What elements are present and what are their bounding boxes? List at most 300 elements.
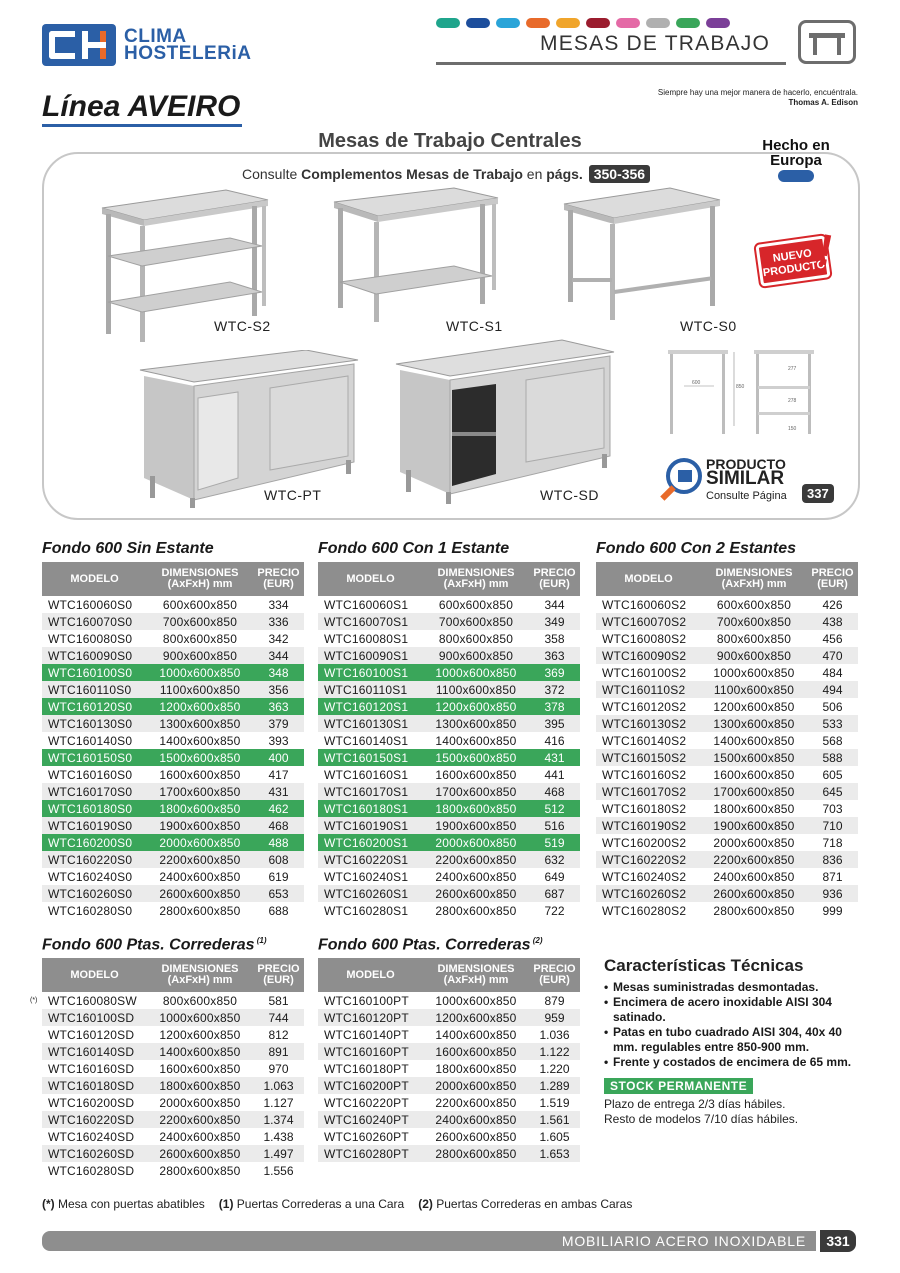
cell-precio: 1.036: [539, 1027, 570, 1042]
cell-dimensiones: 1100x600x850: [159, 682, 241, 697]
table-row: [318, 732, 580, 749]
row-footnote-marker: (*): [30, 997, 38, 1004]
section-title: MESAS DE TRABAJO: [540, 32, 771, 55]
cell-modelo: WTC160140S1: [324, 733, 409, 748]
cell-dimensiones: 1000x600x850: [159, 1010, 241, 1025]
table-row: [596, 715, 858, 732]
cell-modelo: WTC160170S0: [48, 784, 133, 799]
cell-modelo: WTC160160SD: [48, 1061, 135, 1076]
cell-dimensiones: 1700x600x850: [159, 784, 241, 799]
cell-precio: 378: [544, 699, 565, 714]
cell-precio: 358: [544, 631, 565, 646]
col-precio: PRECIO (EUR): [533, 963, 576, 986]
cell-modelo: WTC160220SD: [48, 1112, 135, 1127]
cell-precio: 718: [822, 835, 843, 850]
table-row: [42, 1128, 304, 1145]
table-title: Fondo 600 Sin Estante: [42, 540, 214, 557]
col-precio: PRECIO (EUR): [533, 567, 576, 590]
cell-dimensiones: 1300x600x850: [435, 716, 517, 731]
cell-dimensiones: 2000x600x850: [435, 835, 517, 850]
cell-dimensiones: 1900x600x850: [159, 818, 241, 833]
made-in-europe-badge: [760, 138, 832, 194]
cell-modelo: WTC160280SD: [48, 1163, 135, 1178]
table-row: [42, 698, 304, 715]
cell-dimensiones: 1600x600x850: [435, 1044, 517, 1059]
spec-item: • Mesas suministradas desmontadas.: [604, 980, 860, 995]
similar-product-link[interactable]: [666, 456, 836, 508]
cell-precio: 379: [268, 716, 289, 731]
table-row: [42, 868, 304, 885]
cell-dimensiones: 2400x600x850: [159, 869, 241, 884]
cell-modelo: WTC160160PT: [324, 1044, 409, 1059]
cell-dimensiones: 800x600x850: [438, 631, 514, 646]
cell-modelo: WTC160180S0: [48, 801, 133, 816]
cell-modelo: WTC160130S1: [324, 716, 409, 731]
cell-dimensiones: 800x600x850: [162, 631, 238, 646]
cell-modelo: WTC160240PT: [324, 1112, 409, 1127]
cell-precio: 632: [544, 852, 565, 867]
cell-precio: 605: [822, 767, 843, 782]
table-row: [596, 596, 858, 613]
table-row: [318, 868, 580, 885]
cell-modelo: WTC160180S1: [324, 801, 409, 816]
cell-dimensiones: 700x600x850: [438, 614, 514, 629]
cell-precio: 936: [822, 886, 843, 901]
cell-modelo: WTC160200S1: [324, 835, 409, 850]
cell-precio: 372: [544, 682, 565, 697]
cell-modelo: WTC160120S1: [324, 699, 409, 714]
cell-dimensiones: 2000x600x850: [435, 1078, 517, 1093]
table-row: [596, 800, 858, 817]
col-dimensiones: DIMENSIONES (AxFxH) mm: [715, 567, 793, 590]
cell-dimensiones: 1400x600x850: [713, 733, 795, 748]
table-title: Fondo 600 Ptas. Correderas $^{(2)}$: [318, 936, 543, 954]
cell-dimensiones: 1700x600x850: [713, 784, 795, 799]
cell-dimensiones: 2800x600x850: [435, 903, 517, 918]
cell-modelo: WTC160150S1: [324, 750, 409, 765]
table-header: [596, 562, 858, 596]
table-row: [596, 613, 858, 630]
table-row: [596, 732, 858, 749]
cell-modelo: WTC160110S1: [324, 682, 408, 697]
table-row: [42, 1094, 304, 1111]
cell-modelo: WTC160140S0: [48, 733, 133, 748]
cell-precio: 484: [822, 665, 843, 680]
table-header: [42, 562, 304, 596]
cell-precio: 744: [268, 1010, 289, 1025]
cell-modelo: WTC160060S0: [48, 597, 133, 612]
cell-modelo: WTC160240S1: [324, 869, 409, 884]
table-row: [596, 698, 858, 715]
cell-dimensiones: 1600x600x850: [435, 767, 517, 782]
footnote-1: (*) Mesa con puertas abatibles: [42, 1197, 205, 1211]
similar-page-badge: 337: [802, 484, 834, 503]
cell-dimensiones: 2400x600x850: [159, 1129, 241, 1144]
col-dimensiones: DIMENSIONES (AxFxH) mm: [437, 963, 515, 986]
cell-precio: 438: [822, 614, 843, 629]
cell-precio: 1.122: [539, 1044, 570, 1059]
cell-dimensiones: 1800x600x850: [159, 801, 241, 816]
cell-dimensiones: 800x600x850: [162, 993, 238, 1008]
cell-dimensiones: 1600x600x850: [159, 767, 241, 782]
page-title: Mesas de Trabajo Centrales: [318, 130, 582, 152]
table-row: [42, 851, 304, 868]
cell-dimensiones: 1200x600x850: [713, 699, 795, 714]
cell-dimensiones: 1800x600x850: [435, 801, 517, 816]
cell-modelo: WTC160070S0: [48, 614, 133, 629]
table-row: [318, 715, 580, 732]
table-row: [596, 902, 858, 919]
dim-text-1: 277: [788, 366, 797, 372]
table-row: [318, 1043, 580, 1060]
table-row: [42, 885, 304, 902]
cell-modelo: WTC160090S2: [602, 648, 687, 663]
cell-precio: 710: [822, 818, 843, 833]
table-row: [318, 800, 580, 817]
table-row: [42, 1043, 304, 1060]
col-dimensiones: DIMENSIONES (AxFxH) mm: [161, 567, 239, 590]
cell-modelo: WTC160280PT: [324, 1146, 409, 1161]
cell-modelo: WTC160240S0: [48, 869, 133, 884]
section-underline: [436, 62, 786, 65]
table-row: [318, 613, 580, 630]
category-color-chip: [526, 18, 550, 28]
cell-dimensiones: 2200x600x850: [159, 1112, 241, 1127]
table-row: [42, 800, 304, 817]
cell-dimensiones: 1000x600x850: [435, 665, 517, 680]
technical-specs: [604, 956, 860, 1127]
table-row: [42, 1026, 304, 1043]
quote-author: Thomas A. Edison: [788, 98, 858, 107]
price-table-correderas-1: [30, 936, 304, 1179]
cell-dimensiones: 1800x600x850: [159, 1078, 241, 1093]
table-row: [42, 1162, 304, 1179]
cell-dimensiones: 1200x600x850: [159, 699, 241, 714]
cell-dimensiones: 1600x600x850: [159, 1061, 241, 1076]
cell-precio: 1.561: [539, 1112, 570, 1127]
price-table-correderas-2: [318, 936, 580, 1162]
cell-precio: 688: [268, 903, 289, 918]
dim-text-width: 600: [692, 380, 701, 386]
cell-precio: 1.220: [539, 1061, 570, 1076]
cell-modelo: WTC160060S1: [324, 597, 409, 612]
table-row: [318, 766, 580, 783]
cell-modelo: WTC160150S2: [602, 750, 687, 765]
cell-modelo: WTC160200S2: [602, 835, 687, 850]
table-header: [42, 958, 304, 992]
col-modelo: MODELO: [346, 572, 395, 585]
cell-precio: 703: [822, 801, 843, 816]
footnote-3: (2) Puertas Correderas en ambas Caras: [418, 1197, 633, 1211]
cell-dimensiones: 1200x600x850: [435, 699, 517, 714]
model-label-pt: WTC-PT: [264, 487, 322, 503]
table-row: [42, 630, 304, 647]
cell-precio: 417: [268, 767, 289, 782]
cell-dimensiones: 1200x600x850: [159, 1027, 241, 1042]
cell-dimensiones: 1900x600x850: [713, 818, 795, 833]
cell-precio: 470: [822, 648, 843, 663]
cell-modelo: WTC160160S0: [48, 767, 133, 782]
table-row: [318, 834, 580, 851]
cell-modelo: WTC160180SD: [48, 1078, 135, 1093]
brand-logo: [42, 22, 270, 68]
table-image-sd: [392, 338, 618, 508]
cell-dimensiones: 1800x600x850: [435, 1061, 517, 1076]
table-row: [596, 817, 858, 834]
cell-modelo: WTC160200SD: [48, 1095, 135, 1110]
eu-flag-icon: [778, 170, 814, 182]
cell-precio: 812: [268, 1027, 289, 1042]
cell-precio: 363: [544, 648, 565, 663]
cell-dimensiones: 1500x600x850: [159, 750, 241, 765]
cell-modelo: WTC160180PT: [324, 1061, 409, 1076]
brand-line1: CLIMA: [124, 26, 187, 47]
table-row: [318, 885, 580, 902]
cell-precio: 645: [822, 784, 843, 799]
cell-dimensiones: 700x600x850: [162, 614, 238, 629]
table-title: Fondo 600 Ptas. Correderas $^{(1)}$: [42, 936, 267, 954]
cell-modelo: WTC160110S0: [48, 682, 132, 697]
cell-dimensiones: 1800x600x850: [713, 801, 795, 816]
cell-dimensiones: 1000x600x850: [435, 993, 517, 1008]
spec-item: • Frente y costados de encimera de 65 mm.: [604, 1055, 860, 1070]
cell-modelo: WTC160150S0: [48, 750, 133, 765]
cell-dimensiones: 1600x600x850: [713, 767, 795, 782]
stock-badge: STOCK PERMANENTE: [604, 1078, 753, 1094]
cell-dimensiones: 600x600x850: [162, 597, 238, 612]
similar-line1: PRODUCTO: [706, 456, 786, 472]
work-table-icon: [798, 20, 856, 64]
cell-modelo: WTC160220PT: [324, 1095, 409, 1110]
cell-dimensiones: 1100x600x850: [713, 682, 795, 697]
table-row: [318, 817, 580, 834]
cell-modelo: WTC160260PT: [324, 1129, 409, 1144]
table-row: [318, 783, 580, 800]
cell-dimensiones: 800x600x850: [716, 631, 792, 646]
cell-modelo: WTC160130S2: [602, 716, 687, 731]
table-row: [596, 749, 858, 766]
cell-precio: 441: [544, 767, 565, 782]
table-row: [42, 766, 304, 783]
cell-precio: 1.127: [263, 1095, 294, 1110]
delivery-line1: Plazo de entrega 2/3 días hábiles.: [604, 1097, 786, 1111]
cell-precio: 494: [822, 682, 843, 697]
cell-dimensiones: 1700x600x850: [435, 784, 517, 799]
spec-item: • Patas en tubo cuadrado AISI 304, 40x 40 mm. regulables entre 850-900 mm.: [604, 1025, 860, 1055]
cell-precio: 1.497: [263, 1146, 294, 1161]
complements-note: [242, 165, 650, 183]
cell-dimensiones: 2800x600x850: [713, 903, 795, 918]
cell-precio: 393: [268, 733, 289, 748]
cell-modelo: WTC160100SD: [48, 1010, 135, 1025]
cell-dimensiones: 2800x600x850: [159, 1163, 241, 1178]
cell-dimensiones: 2200x600x850: [713, 852, 795, 867]
cell-dimensiones: 1200x600x850: [435, 1010, 517, 1025]
cell-dimensiones: 1400x600x850: [435, 733, 517, 748]
table-row: [596, 766, 858, 783]
cell-dimensiones: 1000x600x850: [159, 665, 241, 680]
brand-mark-icon: [42, 24, 116, 66]
cell-precio: 395: [544, 716, 565, 731]
table-row: [30, 992, 304, 1009]
table-row: [318, 749, 580, 766]
cell-modelo: WTC160190S1: [324, 818, 409, 833]
table-row: [318, 902, 580, 919]
model-label-s1: WTC-S1: [446, 318, 503, 334]
col-precio: PRECIO (EUR): [257, 963, 300, 986]
cell-modelo: WTC160170S1: [324, 784, 409, 799]
cell-dimensiones: 1400x600x850: [435, 1027, 517, 1042]
cell-modelo: WTC160260S2: [602, 886, 687, 901]
table-row: [318, 1077, 580, 1094]
similar-line2: SIMILAR: [706, 468, 785, 489]
table-row: [42, 647, 304, 664]
cell-modelo: WTC160080S2: [602, 631, 687, 646]
cell-modelo: WTC160160S1: [324, 767, 409, 782]
cell-modelo: WTC160140PT: [324, 1027, 409, 1042]
table-row: [42, 783, 304, 800]
cell-modelo: WTC160280S2: [602, 903, 687, 918]
cell-dimensiones: 2200x600x850: [435, 1095, 517, 1110]
cell-dimensiones: 900x600x850: [162, 648, 238, 663]
cell-modelo: WTC160190S0: [48, 818, 133, 833]
cell-modelo: WTC160160S2: [602, 767, 687, 782]
category-color-chip: [436, 18, 460, 28]
cell-precio: 1.289: [539, 1078, 570, 1093]
cell-precio: 568: [822, 733, 843, 748]
col-modelo: MODELO: [70, 968, 119, 981]
table-image-s1: [330, 186, 510, 326]
cell-dimensiones: 900x600x850: [716, 648, 792, 663]
cell-precio: 468: [268, 818, 289, 833]
cell-modelo: WTC160100S2: [602, 665, 687, 680]
cell-precio: 1.438: [263, 1129, 294, 1144]
model-label-s0: WTC-S0: [680, 318, 737, 334]
category-color-chip: [646, 18, 670, 28]
cell-dimensiones: 2600x600x850: [159, 1146, 241, 1161]
quote-text: Siempre hay una mejor manera de hacerlo, encuéntrala.: [657, 88, 858, 97]
table-row: [42, 613, 304, 630]
cell-modelo: WTC160070S1: [324, 614, 409, 629]
similar-line3: Consulte Página: [706, 490, 787, 502]
table-row: [318, 992, 580, 1009]
table-row: [596, 681, 858, 698]
cell-precio: 1.556: [263, 1163, 294, 1178]
model-label-sd: WTC-SD: [540, 487, 599, 503]
cell-dimensiones: 2800x600x850: [159, 903, 241, 918]
cell-modelo: WTC160220S1: [324, 852, 409, 867]
cell-dimensiones: 1400x600x850: [159, 1044, 241, 1059]
cell-precio: 431: [544, 750, 565, 765]
consult-pre: Consulte: [242, 166, 298, 182]
table-row: [318, 1111, 580, 1128]
table-row: [318, 1094, 580, 1111]
cell-dimensiones: 1500x600x850: [435, 750, 517, 765]
col-precio: PRECIO (EUR): [257, 567, 300, 590]
cell-precio: 891: [268, 1044, 289, 1059]
cell-precio: 1.653: [539, 1146, 570, 1161]
cell-precio: 400: [268, 750, 289, 765]
table-row: [318, 698, 580, 715]
cell-precio: 999: [822, 903, 843, 918]
cell-dimensiones: 2000x600x850: [159, 1095, 241, 1110]
cell-precio: 369: [544, 665, 565, 680]
model-label-s2: WTC-S2: [214, 318, 271, 334]
col-modelo: MODELO: [346, 968, 395, 981]
table-row: [318, 1145, 580, 1162]
table-row: [42, 596, 304, 613]
table-row: [42, 1009, 304, 1026]
cell-modelo: WTC160080S1: [324, 631, 409, 646]
category-color-chip: [676, 18, 700, 28]
spec-item: • Encimera de acero inoxidable AISI 304 satinado.: [604, 995, 860, 1025]
footnotes: [42, 1197, 632, 1211]
cell-precio: 722: [544, 903, 565, 918]
cell-modelo: WTC160240SD: [48, 1129, 135, 1144]
table-row: [318, 1026, 580, 1043]
category-color-chip: [496, 18, 520, 28]
cell-precio: 512: [544, 801, 565, 816]
table-row: [596, 868, 858, 885]
consult-pags: págs.: [546, 166, 583, 182]
category-color-bar: [436, 18, 730, 28]
cell-precio: 506: [822, 699, 843, 714]
cell-modelo: WTC160090S1: [324, 648, 409, 663]
line-title-underline: [42, 124, 242, 127]
table-row: [42, 749, 304, 766]
cell-precio: 1.519: [539, 1095, 570, 1110]
table-row: [42, 664, 304, 681]
cell-modelo: WTC160260S0: [48, 886, 133, 901]
consult-bold: Complementos Mesas de Trabajo: [301, 166, 523, 182]
dim-text-3: 150: [788, 426, 797, 432]
table-row: [42, 834, 304, 851]
col-modelo: MODELO: [70, 572, 119, 585]
cell-dimensiones: 2600x600x850: [159, 886, 241, 901]
cell-modelo: WTC160240S2: [602, 869, 687, 884]
category-color-chip: [586, 18, 610, 28]
col-dimensiones: DIMENSIONES (AxFxH) mm: [161, 963, 239, 986]
table-row: [42, 1077, 304, 1094]
specs-title: Características Técnicas: [604, 956, 804, 975]
table-row: [42, 1145, 304, 1162]
cell-precio: 1.063: [263, 1078, 294, 1093]
cell-precio: 344: [544, 597, 565, 612]
cell-precio: 431: [268, 784, 289, 799]
table-row: [318, 1128, 580, 1145]
category-color-chip: [556, 18, 580, 28]
cell-modelo: WTC160120S0: [48, 699, 133, 714]
cell-modelo: WTC160170S2: [602, 784, 687, 799]
cell-dimensiones: 600x600x850: [438, 597, 514, 612]
col-modelo: MODELO: [624, 572, 673, 585]
cell-precio: 462: [268, 801, 289, 816]
cell-dimensiones: 700x600x850: [716, 614, 792, 629]
cell-modelo: WTC160120S2: [602, 699, 687, 714]
cell-precio: 344: [268, 648, 289, 663]
price-table-2-estantes: [596, 540, 858, 919]
table-row: [596, 834, 858, 851]
line-title: Línea AVEIRO: [42, 90, 241, 123]
quote: [658, 88, 858, 108]
page-number: 331: [820, 1230, 856, 1252]
made-in-europe-text: Hecho en Europa: [762, 137, 830, 169]
cell-dimensiones: 2600x600x850: [435, 886, 517, 901]
cell-modelo: WTC160200PT: [324, 1078, 409, 1093]
table-row: [318, 664, 580, 681]
cell-modelo: WTC160060S2: [602, 597, 687, 612]
table-row: [318, 596, 580, 613]
